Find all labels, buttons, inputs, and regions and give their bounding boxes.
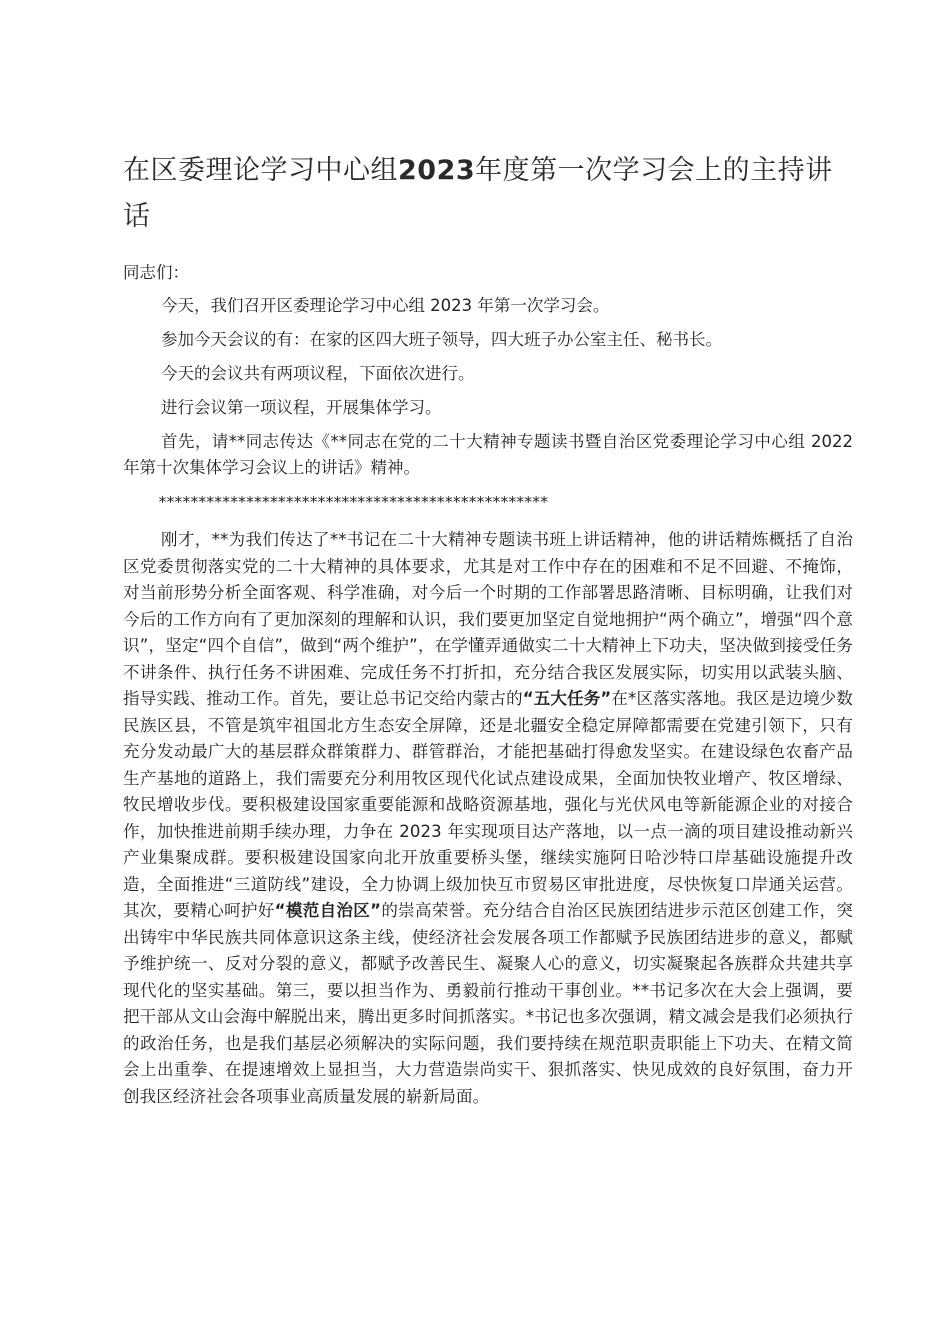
paragraph-first-item: 进行会议第一项议程，开展集体学习。	[160, 398, 442, 417]
title-suffix: 年度第一次学习会上的主持讲话	[123, 155, 833, 232]
main-text-part-3: 的崇高荣誉。充分结合自治区民族团结进步示范区创建工作，突出铸牢中华民族共同体意识这条主线，使经济社会发展各项工作都赋予民族团结进步的意义，都赋予维护统一、反对分裂的意义，都赋予改善民生、凝聚人心的意义，切实凝聚起各族群众共建共享现代化的坚实基础。第三，要以担当作为、勇毅前行推动干事创业。**书记多次在大会上强调，要把干部从文山会海中解脱出来，腾出更多时间抓落实。*书记也多次强调，精文减会是我们必须执行的政治任务，也是我们基层必须解决的实际问题，我们要持续在规范职责职能上下功夫、在精文简会上出重拳、在提速增效上显担当，大力营造崇尚实干、狠抓落实、快见成效的良好氛围，奋力开创我区经济社会各项事业高质量发展的崭新局面。	[123, 901, 853, 1106]
quote-five-tasks: “五大任务”	[522, 689, 612, 708]
title-prefix: 在区委理论学习中心组	[123, 155, 398, 186]
document-title	[123, 148, 853, 240]
paragraph-transmission: 首先，请**同志传达《**同志在党的二十大精神专题读书暨自治区党委理论学习中心组 2022 年第十次集体学习会议上的讲话》精神。	[123, 432, 853, 477]
document-body	[123, 148, 853, 1118]
paragraph-opening: 今天，我们召开区委理论学习中心组 2023 年第一次学习会。	[160, 296, 610, 315]
separator-asterisks: *************************************************	[158, 493, 549, 511]
main-text-part-1: 刚才，**为我们传达了**书记在二十大精神专题读书班上讲话精神，他的讲话精炼概括了自治区党委贯彻落实党的二十大精神的具体要求，尤其是对工作中存在的困难和不足不回避、不掩饰，对当前形势分析全面客观、科学准确，对今后一个时期的工作部署思路清晰、目标明确，让我们对今后的工作方向有了更加深刻的理解和认识，我们要更加坚定自觉地拥护“两个确立”，增强“四个意识”，坚定“四个自信”，做到“两个维护”，在学懂弄通做实二十大精神上下功夫，坚决做到接受任务不讲条件、执行任务不讲困难、完成任务不打折扣，充分结合我区发展实际，切实用以武装头脑、指导实践、推动工作。首先，要让总书记交给内蒙古的	[123, 530, 853, 708]
main-text-part-2: 在*区落实落地。我区是边境少数民族区县，不管是筑牢祖国北方生态安全屏障，还是北疆安全稳定屏障都需要在党建引领下，只有充分发动最广大的基层群众群策群力、群管群治，才能把基础打得愈发坚实。在建设绿色农畜产品生产基地的道路上，我们需要充分利用牧区现代化试点建设成果，全面加快牧业增产、牧区增绿、牧民增收步伐。要积极建设国家重要能源和战略资源基地，强化与光伏风电等新能源企业的对接合作，加快推进前期手续办理，力争在 2023 年实现项目达产落地，以一点一滴的项目建设推动新兴产业集聚成群。要积极建设国家向北开放重要桥头堡，继续实施阿日哈沙特口岸基础设施提升改造，全面推进“三道防线”建设，全力协调上级加快互市贸易区审批进度，尽快恢复口岸通关运营。其次，要精心呵护好	[123, 689, 853, 920]
paragraph-attendees: 参加今天会议的有：在家的区四大班子领导，四大班子办公室主任、秘书长。	[160, 330, 722, 349]
paragraph-main-speech	[123, 527, 853, 1110]
salutation: 同志们：	[123, 263, 189, 282]
paragraph-agenda: 今天的会议共有两项议程，下面依次进行。	[160, 364, 475, 383]
quote-model-region: “模范自治区”	[274, 901, 382, 920]
title-year: 2023	[398, 155, 476, 186]
